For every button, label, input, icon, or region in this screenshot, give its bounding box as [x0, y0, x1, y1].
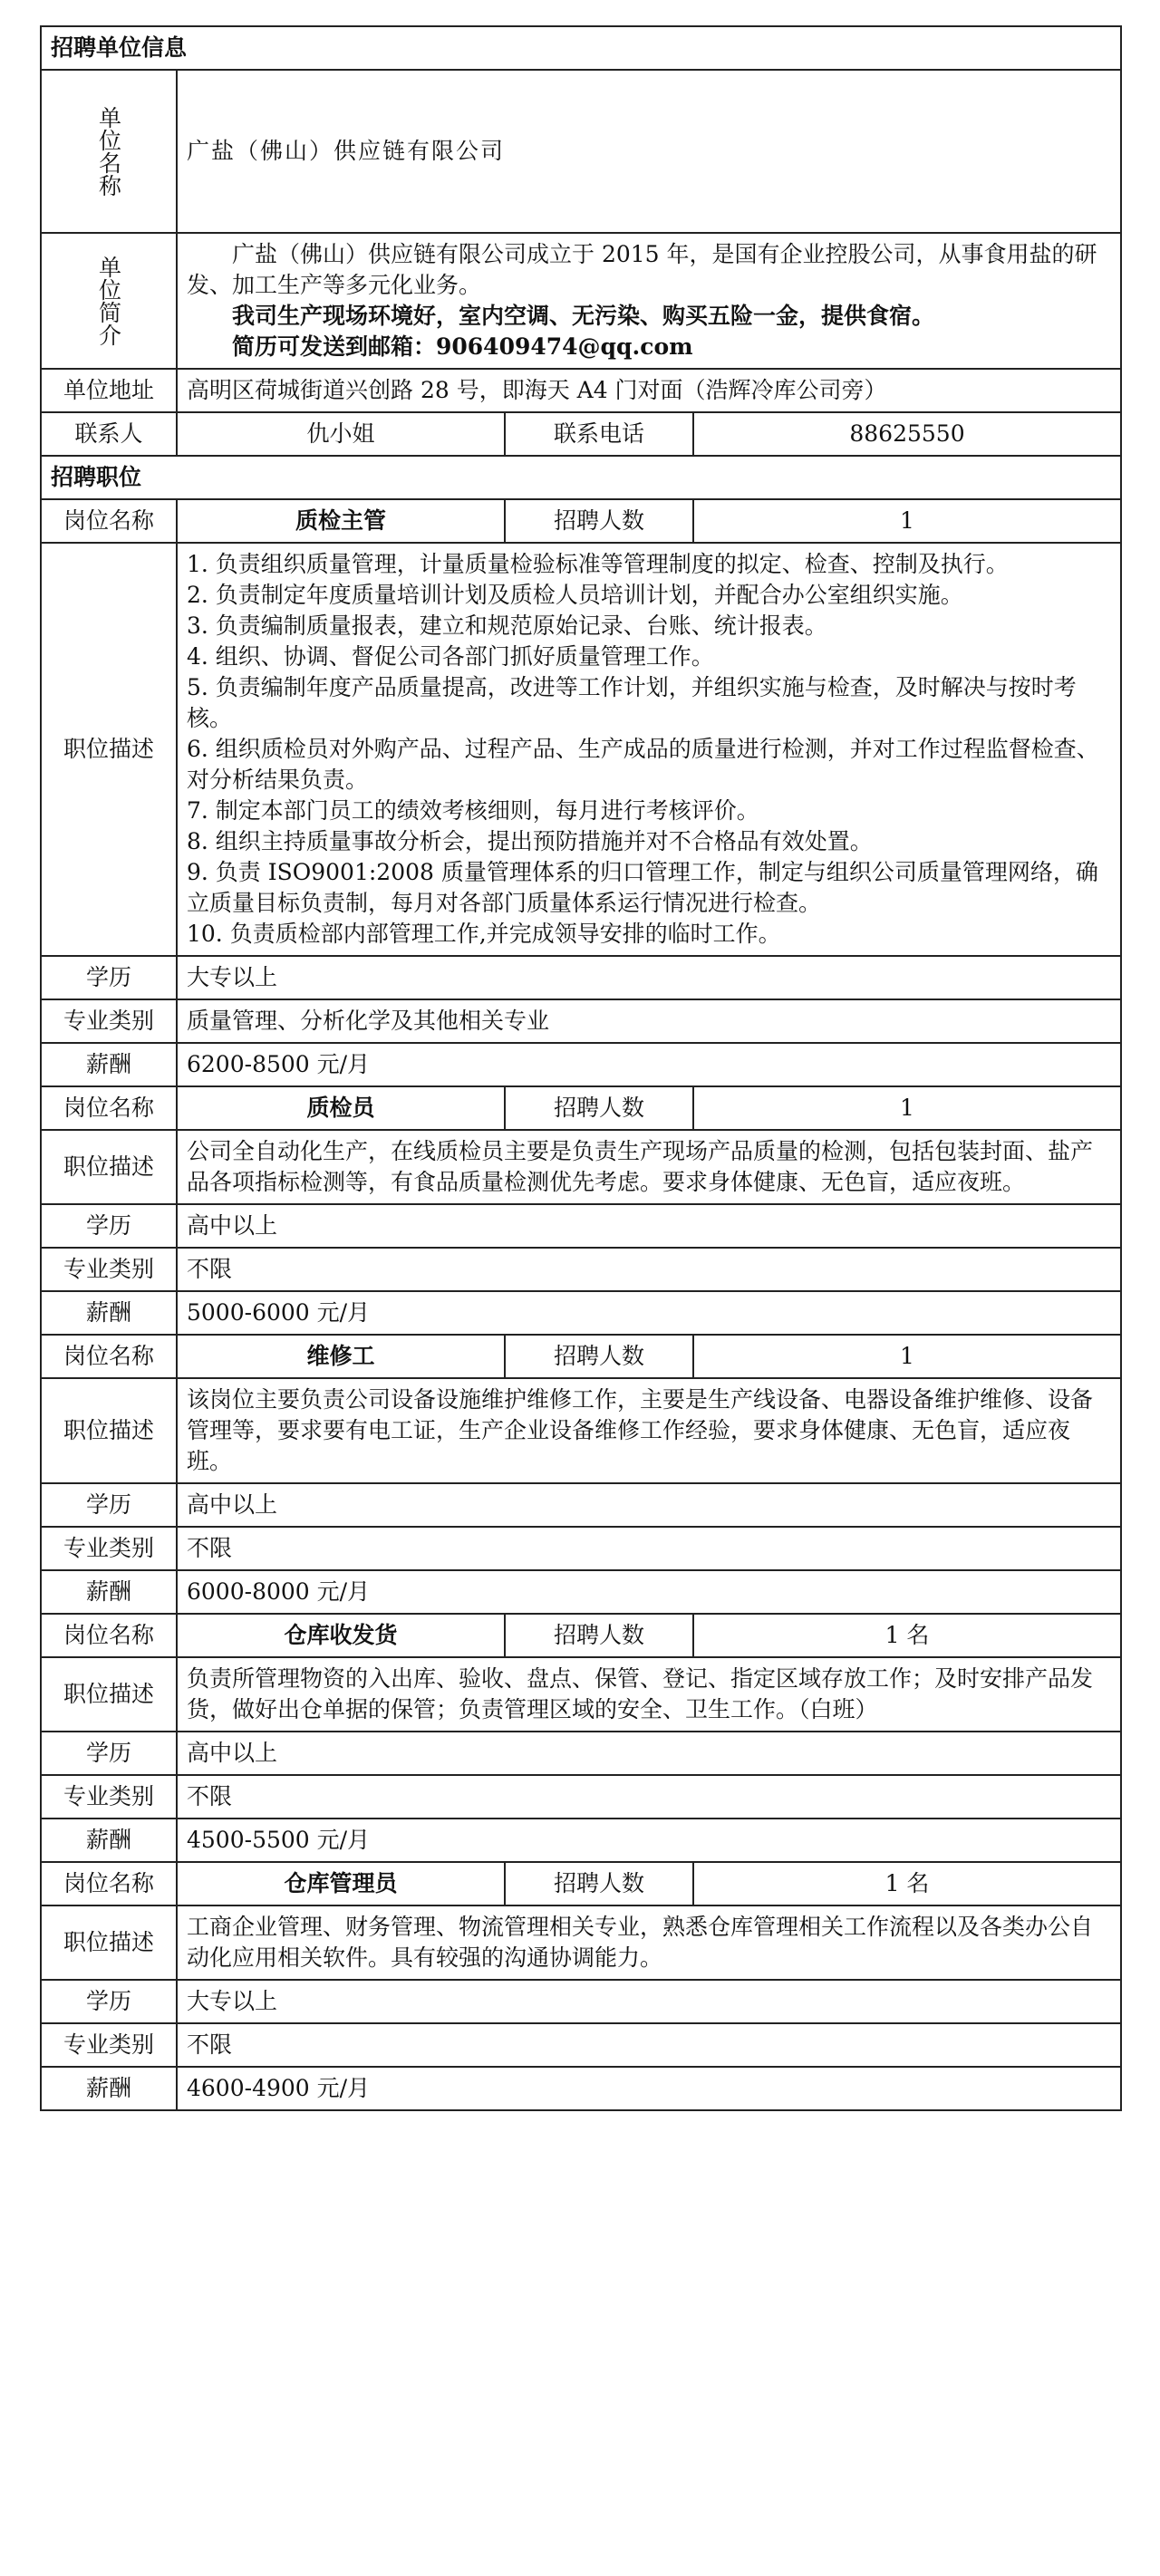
job-education-row	[41, 1483, 1121, 1527]
name-label-text: 单位名称	[95, 106, 122, 197]
job-major: 不限	[177, 1527, 1121, 1570]
desc-label: 职位描述	[41, 1657, 177, 1732]
job-description-line: 7. 制定本部门员工的绩效考核细则，每月进行考核评价。	[187, 797, 759, 824]
job-headcount: 1 名	[693, 1862, 1121, 1905]
job-title: 仓库管理员	[177, 1862, 505, 1905]
job-position-row	[41, 1335, 1121, 1378]
job-salary: 6000-8000 元/月	[177, 1570, 1121, 1614]
major-label: 专业类别	[41, 2023, 177, 2067]
job-description-line: 5. 负责编制年度产品质量提高，改进等工作计划，并组织实施与检查，及时解决与按时考核。	[187, 674, 1077, 731]
recruitment-sheet	[40, 25, 1122, 2111]
job-major: 不限	[177, 2023, 1121, 2067]
desc-label: 职位描述	[41, 543, 177, 956]
company-intro-line-2: 我司生产现场环境好，室内空调、无污染、购买五险一金，提供食宿。	[232, 303, 935, 329]
job-desc-row	[41, 1130, 1121, 1204]
job-description-line: 6. 组织质检员对外购产品、过程产品、生产成品的质量进行检测，并对工作过程监督检查、对分析结果负责。	[187, 736, 1099, 793]
headcount-label: 招聘人数	[505, 1086, 693, 1130]
job-position-row	[41, 1086, 1121, 1130]
job-headcount: 1	[693, 1335, 1121, 1378]
salary-label: 薪酬	[41, 1043, 177, 1086]
job-description-line: 公司全自动化生产，在线质检员主要是负责生产现场产品质量的检测，包括包装封面、盐产品各项指标检测等，有食品质量检测优先考虑。要求身体健康、无色盲，适应夜班。	[187, 1138, 1094, 1195]
intro-label-text: 单位简介	[95, 256, 122, 346]
company-address-label: 单位地址	[41, 369, 177, 412]
job-description-line: 4. 组织、协调、督促公司各部门抓好质量管理工作。	[187, 643, 714, 670]
contact-label: 联系人	[41, 412, 177, 456]
job-description	[177, 543, 1121, 956]
job-education-row	[41, 1732, 1121, 1775]
job-education: 高中以上	[177, 1732, 1121, 1775]
job-major: 不限	[177, 1775, 1121, 1819]
job-title: 质检主管	[177, 499, 505, 543]
job-description-line: 3. 负责编制质量报表，建立和规范原始记录、台账、统计报表。	[187, 613, 827, 639]
position-label: 岗位名称	[41, 1335, 177, 1378]
position-label: 岗位名称	[41, 1862, 177, 1905]
job-position-row	[41, 1614, 1121, 1657]
job-major: 质量管理、分析化学及其他相关专业	[177, 999, 1121, 1043]
job-headcount: 1 名	[693, 1614, 1121, 1657]
salary-label: 薪酬	[41, 1570, 177, 1614]
salary-label: 薪酬	[41, 1819, 177, 1862]
desc-label: 职位描述	[41, 1905, 177, 1980]
headcount-label: 招聘人数	[505, 1614, 693, 1657]
job-description-line: 2. 负责制定年度质量培训计划及质检人员培训计划，并配合办公室组织实施。	[187, 582, 963, 608]
job-description-line: 工商企业管理、财务管理、物流管理相关专业，熟悉仓库管理相关工作流程以及各类办公自动化应用相关软件。具有较强的沟通协调能力。	[187, 1914, 1094, 1971]
job-desc-row	[41, 1905, 1121, 1980]
job-major-row	[41, 1775, 1121, 1819]
major-label: 专业类别	[41, 1248, 177, 1291]
job-description	[177, 1378, 1121, 1483]
job-position-row	[41, 1862, 1121, 1905]
job-description-line: 负责所管理物资的入出库、验收、盘点、保管、登记、指定区域存放工作；及时安排产品发货，做好出仓单据的保管；负责管理区域的安全、卫生工作。（白班）	[187, 1665, 1094, 1722]
job-desc-row	[41, 1378, 1121, 1483]
job-description	[177, 1905, 1121, 1980]
job-title: 维修工	[177, 1335, 505, 1378]
job-description-line: 9. 负责 ISO9001:2008 质量管理体系的归口管理工作，制定与组织公司质量管理网络，确立质量目标负责制，每月对各部门质量体系运行情况进行检查。	[187, 859, 1098, 916]
job-education-row	[41, 1204, 1121, 1248]
job-title: 仓库收发货	[177, 1614, 505, 1657]
job-major-row	[41, 1527, 1121, 1570]
headcount-label: 招聘人数	[505, 1862, 693, 1905]
job-salary: 4600-4900 元/月	[177, 2067, 1121, 2110]
company-intro-row	[41, 233, 1121, 369]
desc-label: 职位描述	[41, 1378, 177, 1483]
job-salary: 5000-6000 元/月	[177, 1291, 1121, 1335]
phone-number: 88625550	[693, 412, 1121, 456]
job-description-line: 1. 负责组织质量管理，计量质量检验标准等管理制度的拟定、检查、控制及执行。	[187, 551, 1009, 577]
job-salary: 6200-8500 元/月	[177, 1043, 1121, 1086]
education-label: 学历	[41, 1732, 177, 1775]
job-education: 大专以上	[177, 1980, 1121, 2023]
company-name-label	[41, 70, 177, 233]
recruitment-table	[40, 25, 1122, 2111]
job-major-row	[41, 2023, 1121, 2067]
company-name: 广盐（佛山）供应链有限公司	[177, 70, 1121, 233]
job-education: 高中以上	[177, 1483, 1121, 1527]
job-description	[177, 1130, 1121, 1204]
education-label: 学历	[41, 956, 177, 999]
job-salary-row	[41, 1291, 1121, 1335]
major-label: 专业类别	[41, 1527, 177, 1570]
section-company-title: 招聘单位信息	[41, 26, 1121, 70]
job-salary-row	[41, 1570, 1121, 1614]
phone-label: 联系电话	[505, 412, 693, 456]
job-headcount: 1	[693, 499, 1121, 543]
job-description	[177, 1657, 1121, 1732]
company-address: 高明区荷城街道兴创路 28 号，即海天 A4 门对面（浩辉冷库公司旁）	[177, 369, 1121, 412]
job-description-line: 8. 组织主持质量事故分析会，提出预防措施并对不合格品有效处置。	[187, 828, 873, 854]
salary-label: 薪酬	[41, 2067, 177, 2110]
company-contact-row	[41, 412, 1121, 456]
contact-name: 仇小姐	[177, 412, 505, 456]
job-title: 质检员	[177, 1086, 505, 1130]
company-intro-line-3: 简历可发送到邮箱：906409474@qq.com	[232, 333, 693, 360]
job-desc-row	[41, 543, 1121, 956]
salary-label: 薪酬	[41, 1291, 177, 1335]
desc-label: 职位描述	[41, 1130, 177, 1204]
job-education-row	[41, 956, 1121, 999]
major-label: 专业类别	[41, 999, 177, 1043]
section-jobs-title: 招聘职位	[41, 456, 1121, 499]
job-major: 不限	[177, 1248, 1121, 1291]
section-company-row	[41, 26, 1121, 70]
company-intro-label	[41, 233, 177, 369]
job-salary-row	[41, 2067, 1121, 2110]
position-label: 岗位名称	[41, 1086, 177, 1130]
education-label: 学历	[41, 1980, 177, 2023]
job-salary-row	[41, 1819, 1121, 1862]
job-education-row	[41, 1980, 1121, 2023]
company-intro	[177, 233, 1121, 369]
education-label: 学历	[41, 1483, 177, 1527]
company-intro-line-1: 广盐（佛山）供应链有限公司成立于 2015 年，是国有企业控股公司，从事食用盐的研发、加工生产等多元化业务。	[187, 241, 1097, 298]
company-name-row	[41, 70, 1121, 233]
position-label: 岗位名称	[41, 499, 177, 543]
job-major-row	[41, 999, 1121, 1043]
job-education: 高中以上	[177, 1204, 1121, 1248]
education-label: 学历	[41, 1204, 177, 1248]
job-position-row	[41, 499, 1121, 543]
job-description-line: 该岗位主要负责公司设备设施维护维修工作，主要是生产线设备、电器设备维护维修、设备管理等，要求要有电工证，生产企业设备维修工作经验，要求身体健康、无色盲，适应夜班。	[187, 1386, 1094, 1474]
section-jobs-row	[41, 456, 1121, 499]
headcount-label: 招聘人数	[505, 1335, 693, 1378]
job-headcount: 1	[693, 1086, 1121, 1130]
job-desc-row	[41, 1657, 1121, 1732]
job-major-row	[41, 1248, 1121, 1291]
job-salary: 4500-5500 元/月	[177, 1819, 1121, 1862]
major-label: 专业类别	[41, 1775, 177, 1819]
headcount-label: 招聘人数	[505, 499, 693, 543]
company-address-row	[41, 369, 1121, 412]
position-label: 岗位名称	[41, 1614, 177, 1657]
job-description-line: 10. 负责质检部内部管理工作,并完成领导安排的临时工作。	[187, 921, 781, 947]
job-education: 大专以上	[177, 956, 1121, 999]
job-salary-row	[41, 1043, 1121, 1086]
